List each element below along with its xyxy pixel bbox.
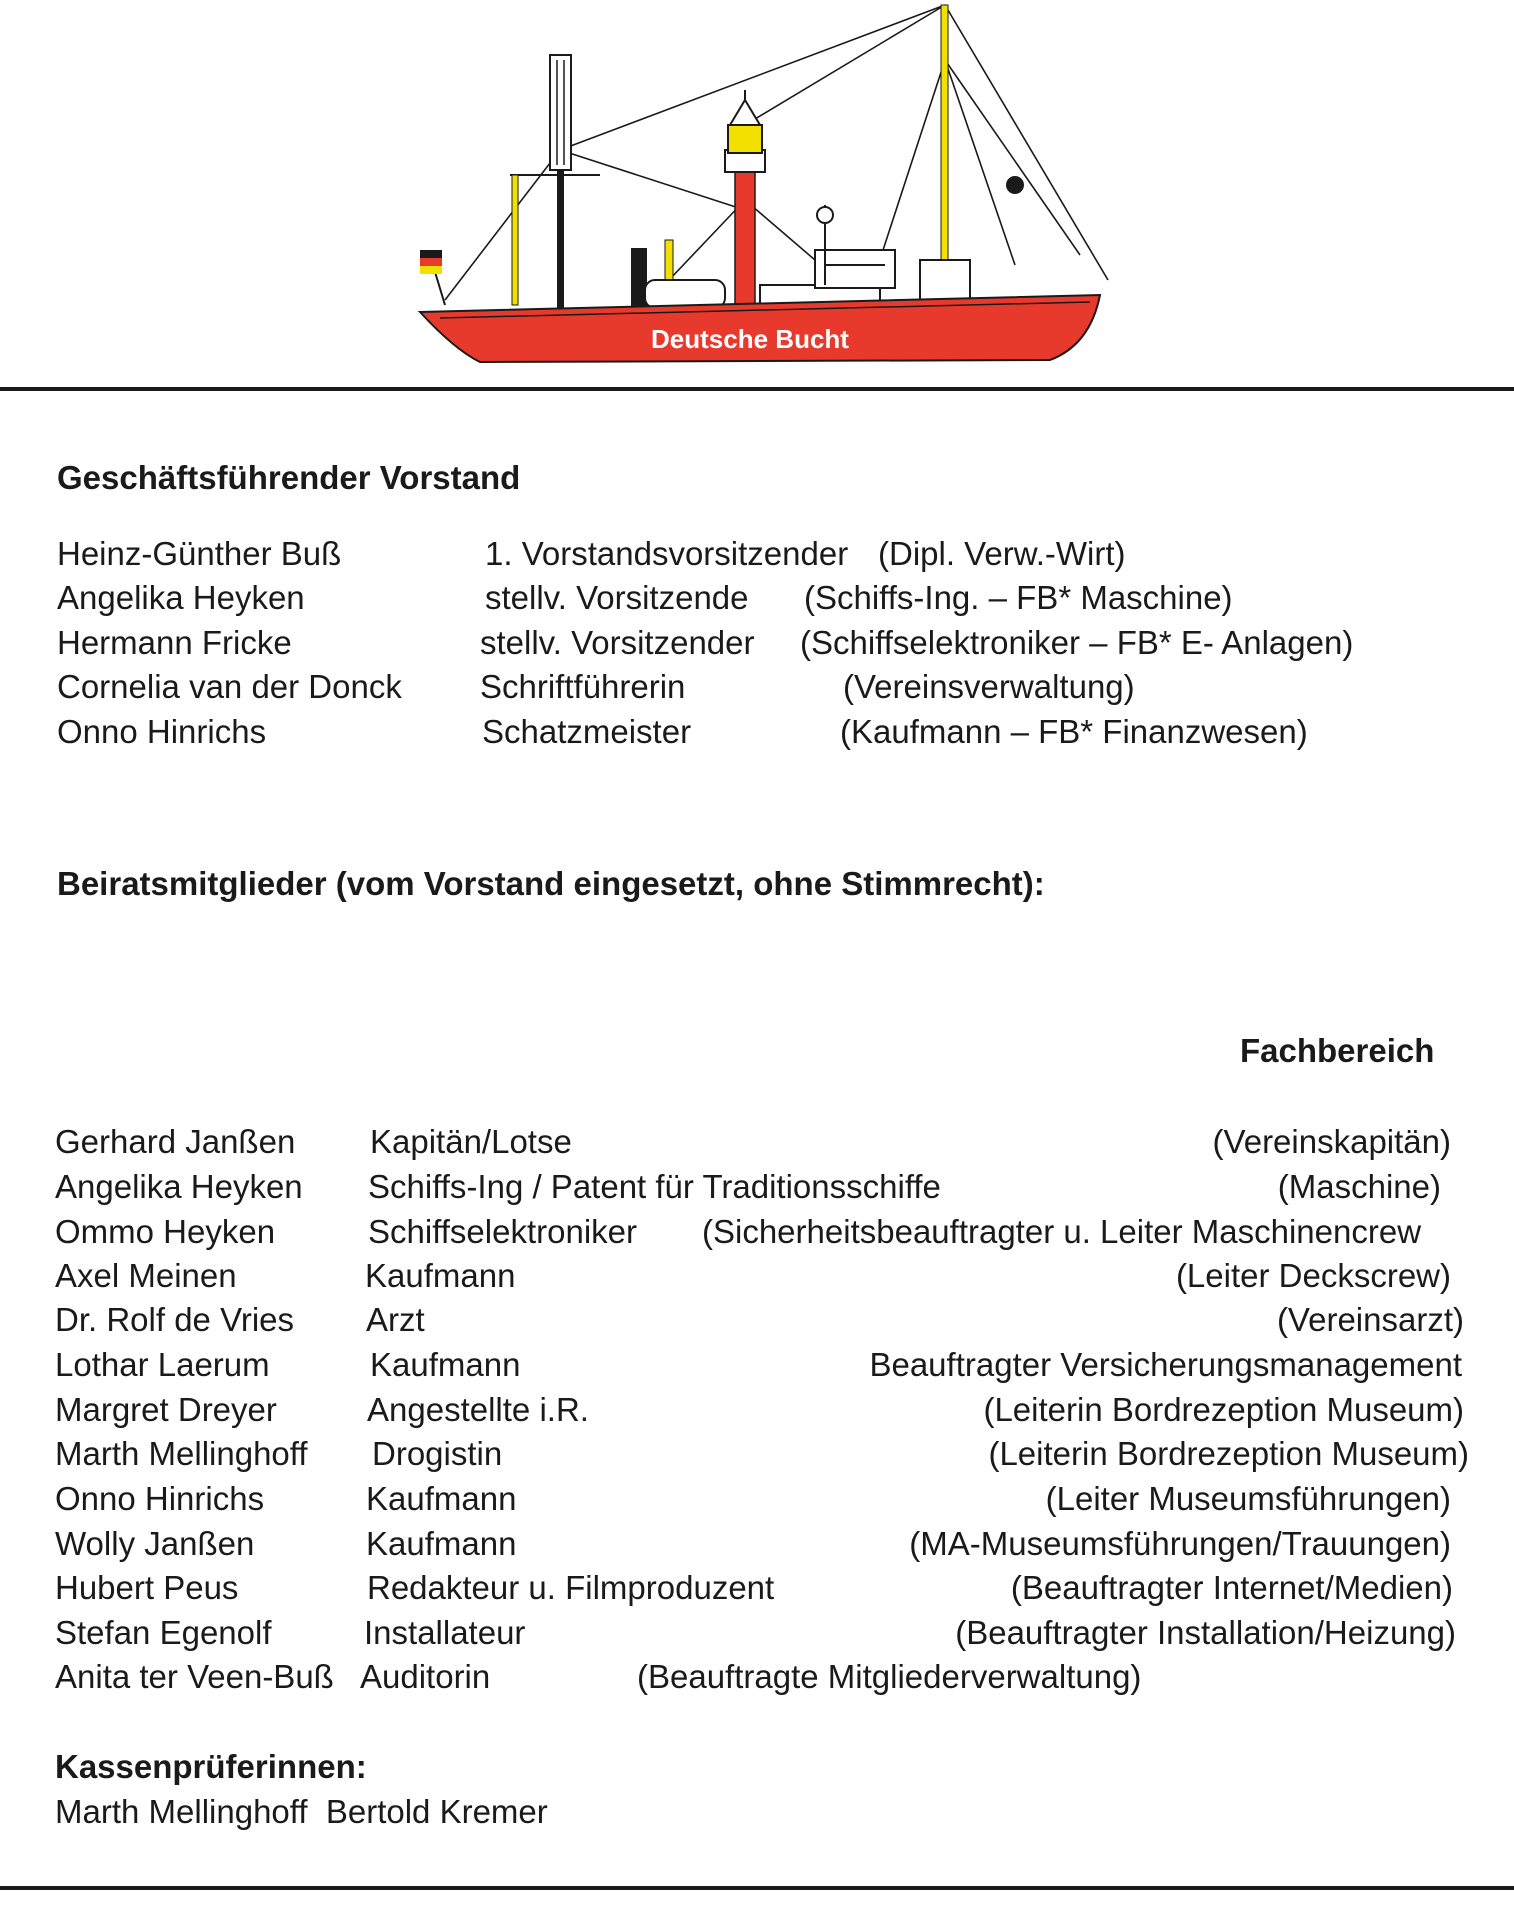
beirat-job: Kaufmann (366, 1525, 517, 1562)
kasse-names: Marth Mellinghoff Bertold Kremer (55, 1793, 548, 1830)
beirat-name: Margret Dreyer (55, 1391, 277, 1428)
vorstand-note: (Schiffs-Ing. – FB* Maschine) (804, 579, 1233, 616)
beirat-job: Schiffselektroniker (368, 1213, 638, 1250)
kasse-title: Kassenprüferinnen: (55, 1748, 367, 1785)
vorstand-title: Geschäftsführender Vorstand (57, 459, 521, 496)
beirat-name: Ommo Heyken (55, 1213, 276, 1250)
beirat-area: (MA-Museumsführungen/Trauungen) (909, 1525, 1451, 1562)
vorstand-name: Hermann Fricke (57, 624, 292, 661)
beirat-area: (Vereinsarzt) (1276, 1301, 1464, 1338)
beirat-area: Beauftragter Versicherungsmanagement (869, 1346, 1462, 1383)
vorstand-note: (Kaufmann – FB* Finanzwesen) (840, 713, 1308, 750)
beirat-name: Angelika Heyken (55, 1168, 303, 1205)
beirat-job: Kaufmann (365, 1257, 516, 1294)
beirat-name: Lothar Laerum (55, 1346, 270, 1383)
vorstand-name: Heinz-Günther Buß (57, 535, 342, 572)
bottom-rule (0, 1886, 1514, 1890)
vorstand-role: stellv. Vorsitzender (480, 624, 755, 661)
beirat-area: (Beauftragte Mitgliederverwaltung) (637, 1658, 1142, 1695)
beirat-job: Kaufmann (370, 1346, 521, 1383)
beirat-job: Kapitän/Lotse (370, 1123, 572, 1160)
beirat-job: Kaufmann (366, 1480, 517, 1517)
beirat-area: (Maschine) (1277, 1168, 1441, 1205)
beirat-name: Gerhard Janßen (55, 1123, 296, 1160)
beirat-job: Angestellte i.R. (367, 1391, 589, 1428)
top-rule (0, 387, 1514, 391)
beirat-area: (Sicherheitsbeauftragter u. Leiter Maschinencrew (702, 1213, 1422, 1250)
ship-name-label: Deutsche Bucht (651, 324, 849, 354)
beirat-job: Installateur (364, 1614, 526, 1651)
beirat-job: Auditorin (360, 1658, 491, 1695)
beirat-area: (Leiter Museumsführungen) (1045, 1480, 1451, 1517)
beirat-area: (Beauftragter Internet/Medien) (1010, 1569, 1453, 1606)
beirat-name: Axel Meinen (55, 1257, 237, 1294)
beirat-name: Anita ter Veen-Buß (55, 1658, 334, 1695)
vorstand-role: stellv. Vorsitzende (485, 579, 749, 616)
vorstand-name: Cornelia van der Donck (57, 668, 402, 705)
beirat-job: Drogistin (372, 1435, 503, 1472)
lightship-illustration (400, 0, 1120, 372)
beirat-area: (Leiterin Bordrezeption Museum) (983, 1391, 1464, 1428)
beirat-area: (Leiter Deckscrew) (1175, 1257, 1451, 1294)
beirat-name: Onno Hinrichs (55, 1480, 265, 1517)
vorstand-role: Schatzmeister (482, 713, 692, 750)
beirat-name: Dr. Rolf de Vries (55, 1301, 295, 1338)
vorstand-role: 1. Vorstandsvorsitzender (485, 535, 849, 572)
beirat-area: (Vereinskapitän) (1212, 1123, 1451, 1160)
beirat-name: Marth Mellinghoff (55, 1435, 308, 1472)
vorstand-note: (Schiffselektroniker – FB* E- Anlagen) (800, 624, 1354, 661)
vorstand-name: Onno Hinrichs (57, 713, 267, 750)
beirat-job: Arzt (366, 1301, 425, 1338)
beirat-name: Stefan Egenolf (55, 1614, 272, 1651)
vorstand-role: Schriftführerin (480, 668, 686, 705)
beirat-job: Schiffs-Ing / Patent für Traditionsschiffe (368, 1168, 941, 1205)
beirat-job: Redakteur u. Filmproduzent (367, 1569, 775, 1606)
beirat-area: (Beauftragter Installation/Heizung) (955, 1614, 1456, 1651)
fachbereich-header: Fachbereich (1240, 1032, 1435, 1069)
beirat-name: Hubert Peus (55, 1569, 239, 1606)
vorstand-name: Angelika Heyken (57, 579, 305, 616)
vorstand-note: (Dipl. Verw.-Wirt) (878, 535, 1126, 572)
beirat-title: Beiratsmitglieder (vom Vorstand eingesetzt, ohne Stimmrecht): (57, 865, 1045, 902)
beirat-name: Wolly Janßen (55, 1525, 255, 1562)
vorstand-note: (Vereinsverwaltung) (843, 668, 1135, 705)
beirat-area: (Leiterin Bordrezeption Museum) (988, 1435, 1469, 1472)
